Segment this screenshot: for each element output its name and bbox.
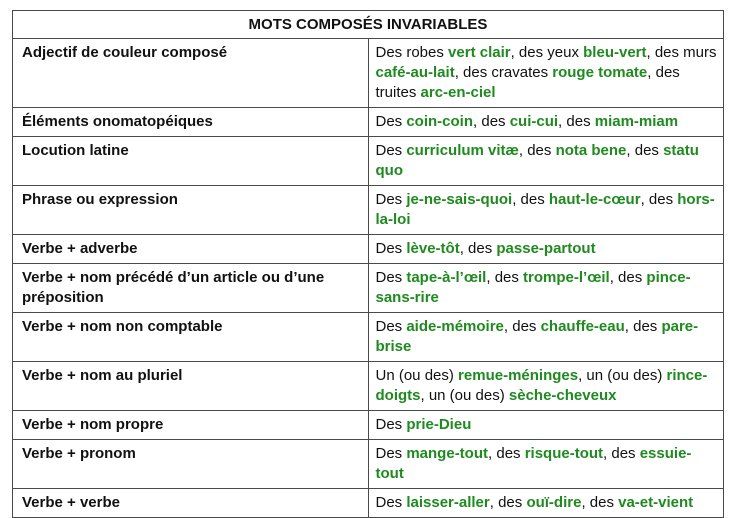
example-text: , des <box>624 318 662 335</box>
example-text: Des <box>375 142 407 159</box>
compound-word: tape-à-l’œil <box>406 269 487 286</box>
table-row <box>13 362 724 411</box>
table-row <box>13 108 724 137</box>
examples-cell <box>368 137 724 186</box>
table-row <box>13 411 724 440</box>
example-text: , un (ou des) <box>420 387 509 404</box>
example-text: , des <box>603 445 640 462</box>
category-cell: Adjectif de couleur composé <box>13 39 369 108</box>
table-body <box>13 39 724 518</box>
example-text: , des <box>512 191 549 208</box>
category-cell: Verbe + nom non comptable <box>13 313 369 362</box>
compound-word: ouï-dire <box>526 494 582 511</box>
example-text: , des <box>503 318 541 335</box>
example-text: , des truites <box>375 64 680 101</box>
category-cell: Verbe + nom au pluriel <box>13 362 369 411</box>
category-cell: Verbe + pronom <box>13 440 369 489</box>
example-text: , des <box>486 269 524 286</box>
table-title-row <box>13 11 724 39</box>
example-text: Des <box>375 318 407 335</box>
compound-word: aide-mémoire <box>406 318 504 335</box>
example-text: Des <box>375 494 407 511</box>
compound-word: mange-tout <box>406 445 489 462</box>
category-cell: Phrase ou expression <box>13 186 369 235</box>
example-text: , des <box>473 113 510 130</box>
example-text: Des <box>375 445 407 462</box>
compound-word: essuie-tout <box>375 445 692 482</box>
example-text: Des <box>375 269 407 286</box>
category-cell: Locution latine <box>13 137 369 186</box>
example-text: Des <box>375 416 407 433</box>
table-row <box>13 186 724 235</box>
compound-word: rince-doigts <box>375 367 708 404</box>
example-text: Un (ou des) <box>375 367 459 384</box>
example-text: Des <box>375 113 407 130</box>
compound-word: vert clair <box>448 44 511 61</box>
compound-word: café-au-lait <box>375 64 455 81</box>
compound-word: prie-Dieu <box>406 416 472 433</box>
examples-cell <box>368 108 724 137</box>
examples-cell <box>368 313 724 362</box>
compound-word: pare-brise <box>375 318 699 355</box>
compound-word: haut-le-cœur <box>548 191 641 208</box>
table-row <box>13 264 724 313</box>
compound-word: lève-tôt <box>406 240 460 257</box>
example-text: , des <box>640 191 678 208</box>
compound-word: va-et-vient <box>618 494 694 511</box>
compound-word: rouge tomate <box>552 64 648 81</box>
category-cell: Verbe + nom précédé d’un article ou d’une préposition <box>13 264 369 313</box>
example-text: Des <box>375 240 407 257</box>
table-title: MOTS COMPOSÉS INVARIABLES <box>13 11 724 39</box>
compound-word: risque-tout <box>524 445 604 462</box>
examples-cell <box>368 489 724 518</box>
example-text: , des <box>459 240 497 257</box>
compound-word: passe-partout <box>496 240 596 257</box>
compound-word: cui-cui <box>509 113 559 130</box>
compound-word: coin-coin <box>406 113 474 130</box>
example-text: , des <box>558 113 595 130</box>
table-row <box>13 440 724 489</box>
category-cell: Verbe + nom propre <box>13 411 369 440</box>
examples-cell <box>368 362 724 411</box>
example-text: Des <box>375 191 407 208</box>
compound-word: hors-la-loi <box>375 191 715 228</box>
examples-cell <box>368 39 724 108</box>
table-row <box>13 235 724 264</box>
compound-word: sèche-cheveux <box>508 387 617 404</box>
compound-word: curriculum vitæ <box>406 142 519 159</box>
invariable-compounds-table-container <box>12 10 724 518</box>
example-text: , des <box>518 142 556 159</box>
compound-word: pince-sans-rire <box>375 269 691 306</box>
example-text: , un (ou des) <box>578 367 667 384</box>
table-row <box>13 313 724 362</box>
category-cell: Verbe + verbe <box>13 489 369 518</box>
compound-word: laisser-aller <box>406 494 490 511</box>
compound-word: statu quo <box>375 142 699 179</box>
examples-cell <box>368 411 724 440</box>
example-text: , des yeux <box>510 44 584 61</box>
example-text: , des <box>609 269 647 286</box>
table-row <box>13 489 724 518</box>
example-text: , des murs <box>646 44 717 61</box>
example-text: Des robes <box>375 44 449 61</box>
category-cell: Verbe + adverbe <box>13 235 369 264</box>
compound-word: trompe-l’œil <box>523 269 610 286</box>
compound-word: nota bene <box>555 142 627 159</box>
compound-word: miam-miam <box>594 113 679 130</box>
compound-word: je-ne-sais-quoi <box>406 191 513 208</box>
examples-cell <box>368 264 724 313</box>
example-text: , des <box>581 494 619 511</box>
examples-cell <box>368 235 724 264</box>
compound-word: remue-méninges <box>458 367 579 384</box>
compound-word: bleu-vert <box>583 44 647 61</box>
category-cell: Éléments onomatopéiques <box>13 108 369 137</box>
example-text: , des <box>626 142 664 159</box>
table-row <box>13 137 724 186</box>
table-row <box>13 39 724 108</box>
examples-cell <box>368 186 724 235</box>
example-text: , des <box>489 494 527 511</box>
example-text: , des cravates <box>454 64 553 81</box>
examples-cell <box>368 440 724 489</box>
compound-word: chauffe-eau <box>540 318 625 335</box>
compound-word: arc-en-ciel <box>420 84 496 101</box>
invariable-compounds-table <box>12 10 724 518</box>
example-text: , des <box>488 445 525 462</box>
